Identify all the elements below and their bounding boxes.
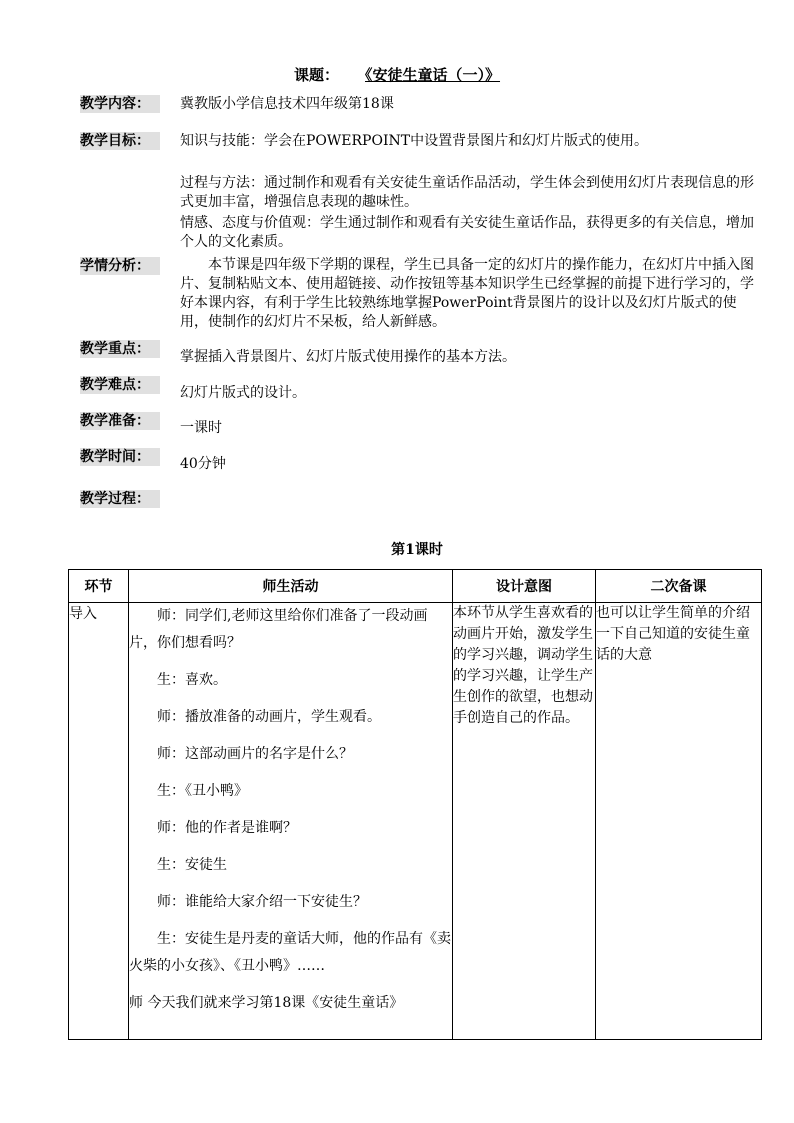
goals-process: 过程与方法：通过制作和观看有关安徒生童话作品活动，学生体会到使用幻灯片表现信息的形式更加丰富，增强信息表现的趣味性。 [180, 175, 754, 210]
activities-cell [129, 603, 453, 1040]
activity-line: 师：播放准备的动画片，学生观看。 [157, 709, 381, 725]
table-row [69, 603, 762, 1040]
activity-line: 师：谁能给大家介绍一下安徒生？ [157, 894, 367, 910]
content-value: 冀教版小学信息技术四年级第18课 [180, 96, 394, 112]
analysis-label: 学情分析： [80, 257, 160, 275]
activity-line: 生：喜欢。 [157, 672, 227, 688]
time-value: 40分钟 [180, 456, 226, 472]
goals-label: 教学目标： [80, 132, 160, 150]
table-header-row [69, 570, 762, 603]
note-cell: 也可以让学生简单的介绍一下自己知道的安徒生童话的大意 [596, 603, 762, 1040]
activity-line: 师 今天我们就来学习第18课《安徒生童话》 [129, 995, 404, 1011]
difficulties-value: 幻灯片版式的设计。 [180, 385, 306, 401]
activity-line: 师：他的作者是谁啊？ [157, 820, 297, 836]
header-intent: 设计意图 [453, 570, 596, 603]
lesson-heading: 第1课时 [391, 542, 443, 558]
goals-knowledge: 知识与技能：学会在POWERPOINT中设置背景图片和幻灯片版式的使用。 [180, 133, 649, 149]
header-note: 二次备课 [596, 570, 762, 603]
analysis-value: 本节课是四年级下学期的课程，学生已具备一定的幻灯片的操作能力，在幻灯片中插入图片、复制粘贴文本、使用超链接、动作按钮等基本知识学生已经掌握的前提下进行学习的，学好本课内容，有利于学生比较熟练地掌握PowerPoint背景图片的设计以及幻灯片版式的使用，使制作的幻灯片不呆板，给人新鲜感。 [180, 257, 754, 330]
time-label: 教学时间： [80, 448, 160, 466]
stage-cell: 导入 [69, 603, 129, 1040]
activity-line: 师：同学们,老师这里给你们准备了一段动画片，你们想看吗？ [129, 608, 428, 651]
difficulties-label: 教学难点： [80, 376, 160, 394]
header-stage: 环节 [69, 570, 129, 603]
preparation-label: 教学准备： [80, 412, 160, 430]
key-points-value: 掌握插入背景图片、幻灯片版式使用操作的基本方法。 [180, 349, 516, 365]
page-title [0, 64, 794, 85]
key-points-label: 教学重点： [80, 340, 160, 358]
content-label: 教学内容： [80, 95, 160, 113]
title-value: 《安徒生童话（一）》 [365, 66, 501, 84]
activity-line: 师：这部动画片的名字是什么？ [157, 746, 353, 762]
activity-line: 生：安徒生 [157, 857, 227, 873]
preparation-value: 一课时 [180, 420, 222, 436]
activity-line: 生：安徒生是丹麦的童话大师，他的作品有《卖火柴的小女孩》、《丑小鸭》…… [129, 931, 451, 974]
procedure-label: 教学过程： [80, 490, 160, 508]
intent-cell: 本环节从学生喜欢看的动画片开始，激发学生的学习兴趣，调动学生的学习兴趣，让学生产生创作的欲望，也想动手创造自己的作品。 [453, 603, 596, 1040]
header-activities: 师生活动 [129, 570, 453, 603]
activity-line: 生：《丑小鸭》 [157, 783, 248, 799]
title-label: 课题： [293, 66, 339, 84]
goals-emotion: 情感、态度与价值观：学生通过制作和观看有关安徒生童话作品，获得更多的有关信息，增加个人的文化素质。 [180, 215, 754, 250]
procedure-table [68, 569, 762, 1040]
